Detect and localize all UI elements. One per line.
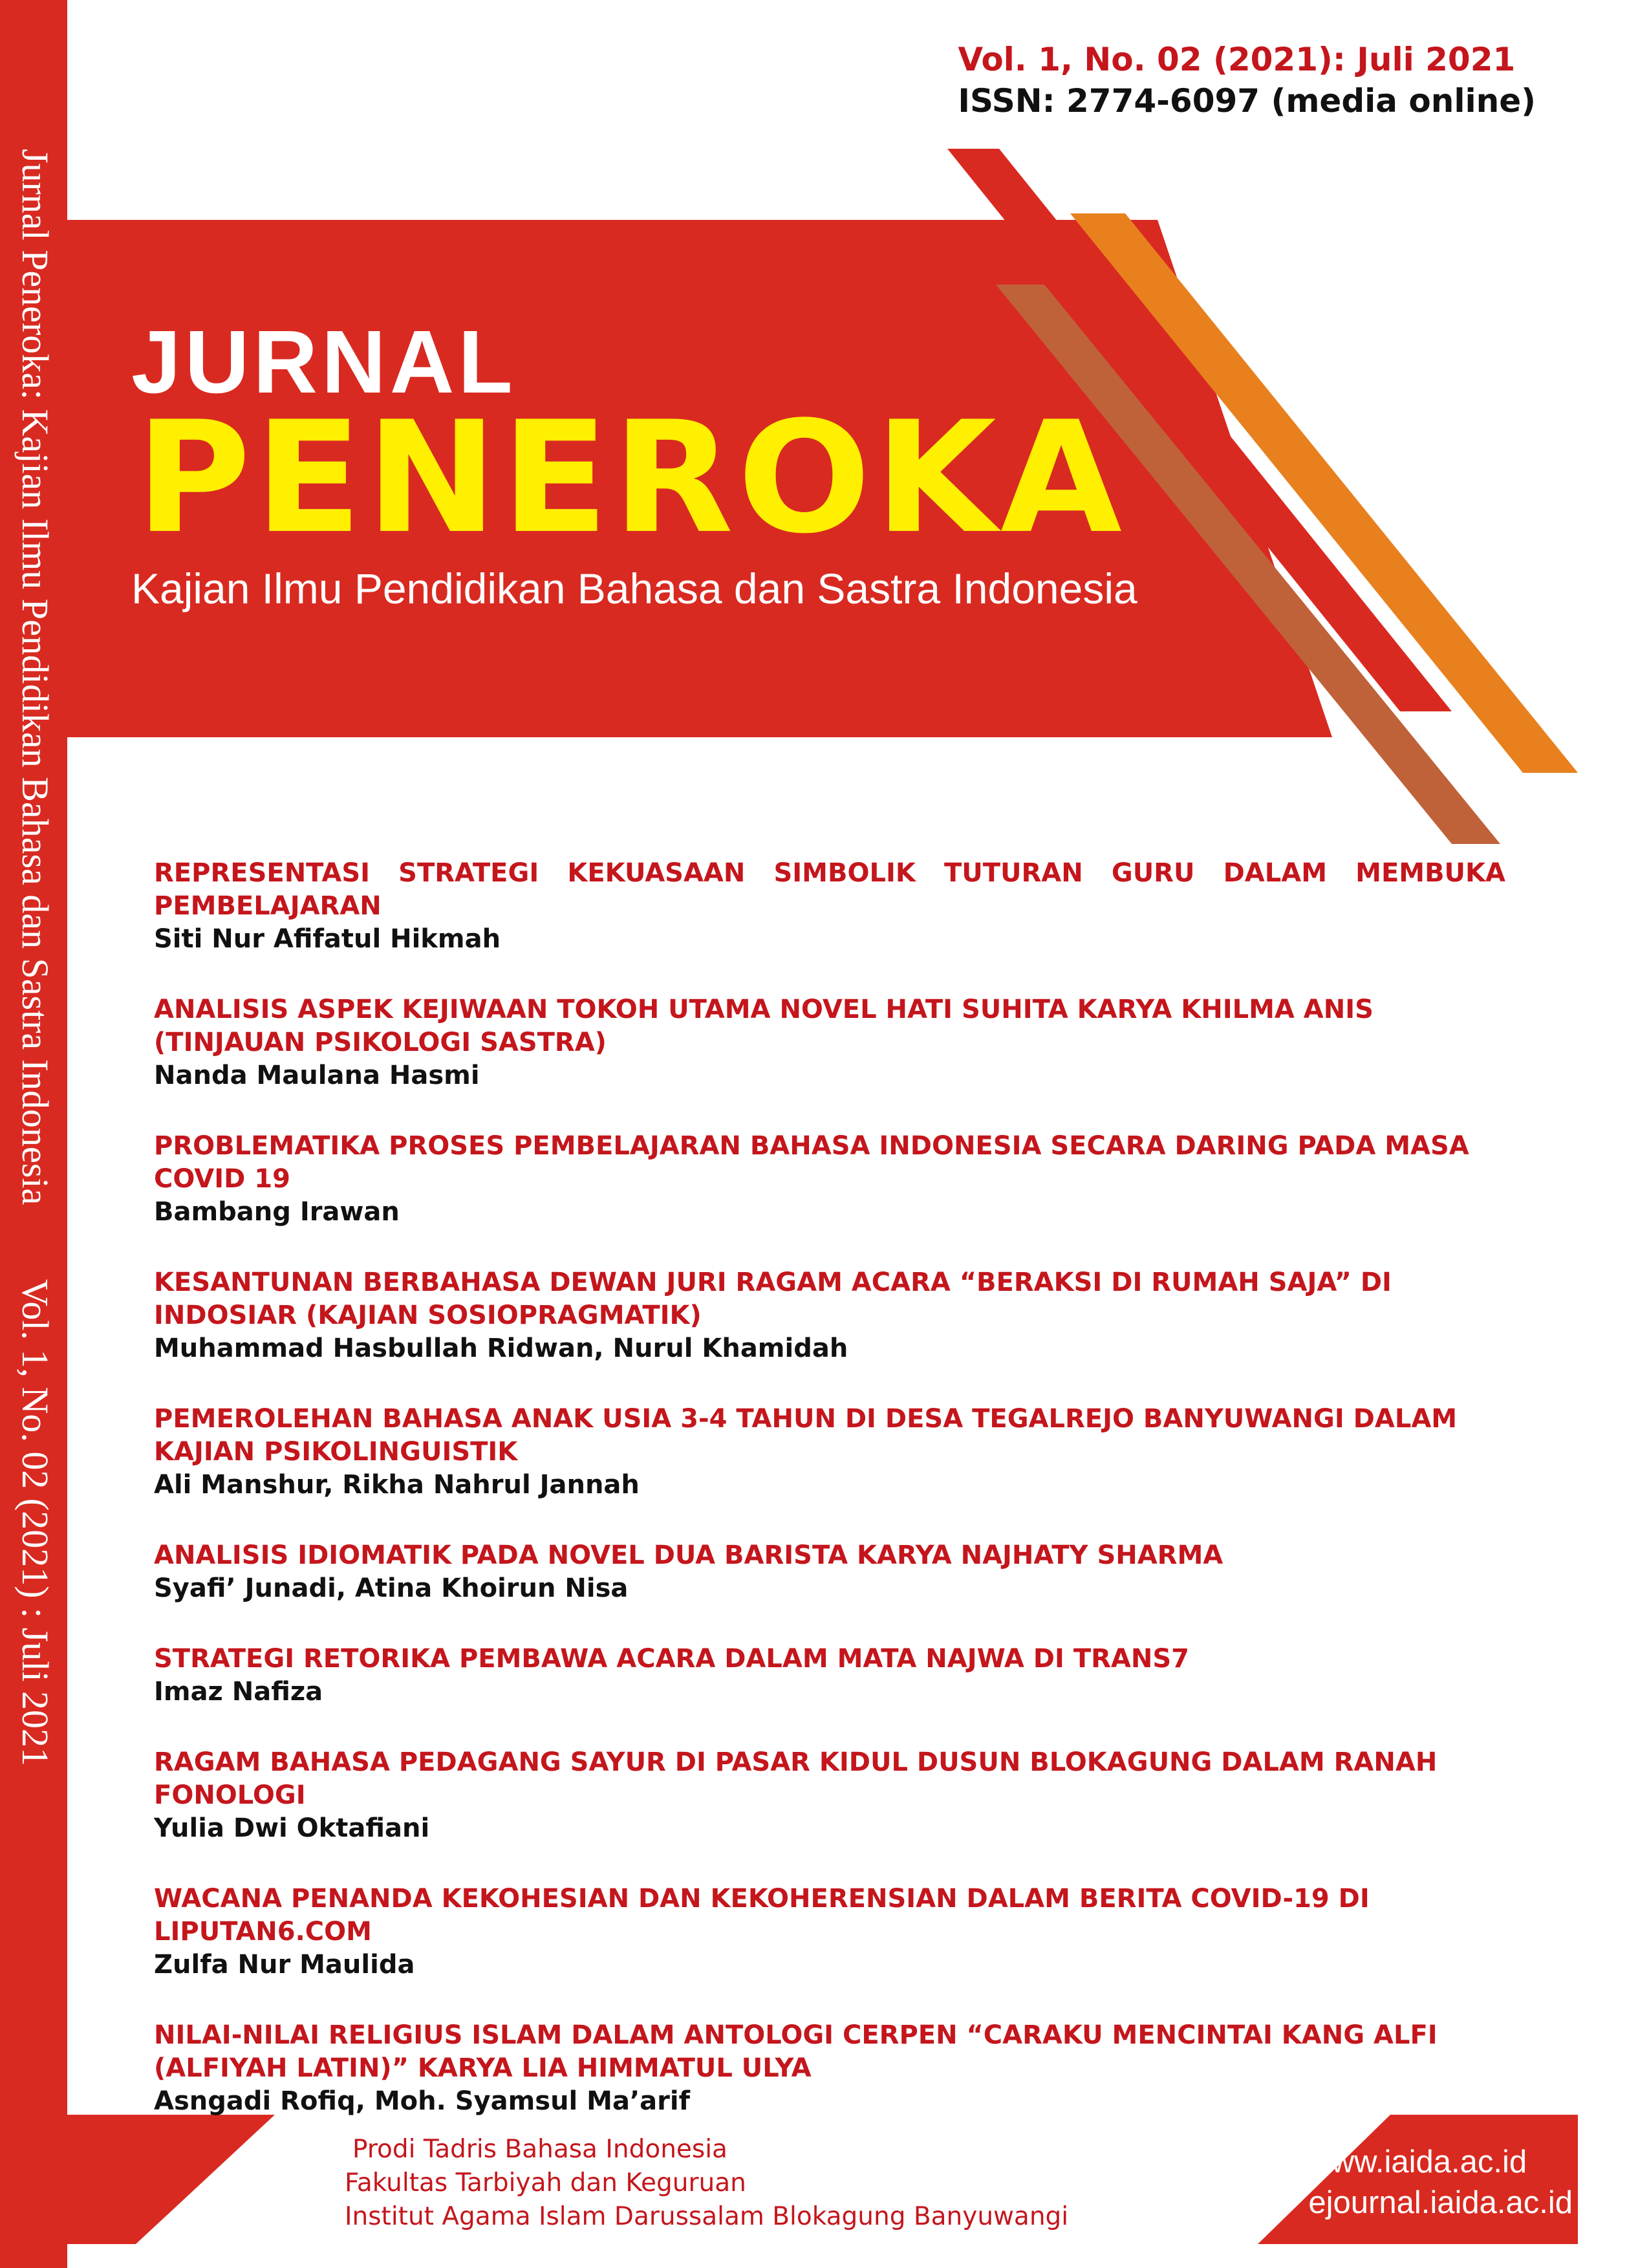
masthead-jurnal: JURNAL — [131, 312, 517, 412]
article-item[interactable] — [154, 1539, 1505, 1605]
masthead-subtitle: Kajian Ilmu Pendidikan Bahasa dan Sastra Indonesia — [131, 565, 1137, 612]
spine-title: Jurnal Peneroka: Kajian Ilmu Pendidikan Bahasa dan Sastra Indonesia — [14, 149, 56, 1205]
article-author: Ali Manshur, Rikha Nahrul Jannah — [154, 1470, 640, 1500]
article-item[interactable] — [154, 1403, 1505, 1502]
article-item[interactable] — [154, 993, 1505, 1092]
article-item[interactable] — [154, 1746, 1505, 1845]
article-author: Bambang Irawan — [154, 1197, 400, 1227]
institution-line: Institut Agama Islam Darussalam Blokagung Banyuwangi — [345, 2202, 1069, 2231]
article-title[interactable]: ANALISIS ASPEK KEJIWAAN TOKOH UTAMA NOVEL HATI SUHITA KARYA KHILMA ANIS (TINJAUAN PSIKOLOGI SASTRA) — [154, 995, 1374, 1057]
article-title[interactable]: WACANA PENANDA KEKOHESIAN DAN KEKOHERENSIAN DALAM BERITA COVID-19 DI LIPUTAN6.COM — [154, 1884, 1370, 1947]
article-author: Imaz Nafiza — [154, 1677, 323, 1707]
article-title[interactable]: ANALISIS IDIOMATIK PADA NOVEL DUA BARISTA KARYA NAJHATY SHARMA — [154, 1540, 1223, 1570]
article-item[interactable] — [154, 1130, 1505, 1229]
article-title[interactable]: REPRESENTASI STRATEGI KEKUASAAN SIMBOLIK TUTURAN GURU DALAM MEMBUKA PEMBELAJARAN — [154, 858, 1505, 921]
article-item[interactable] — [154, 1643, 1505, 1709]
institution-line: Prodi Tadris Bahasa Indonesia — [352, 2135, 727, 2164]
article-author: Nanda Maulana Hasmi — [154, 1061, 480, 1090]
spine-volume: Vol. 1, No. 02 (2021) : Juli 2021 — [14, 1279, 56, 1767]
masthead-title: PENEROKA — [136, 389, 1126, 568]
article-title[interactable]: RAGAM BAHASA PEDAGANG SAYUR DI PASAR KIDUL DUSUN BLOKAGUNG DALAM RANAH FONOLOGI — [154, 1747, 1438, 1810]
article-author: Zulfa Nur Maulida — [154, 1950, 415, 1980]
issn-label: ISSN: 2774-6097 (media online) — [958, 82, 1536, 120]
table-of-contents — [154, 857, 1505, 2155]
institution-block — [345, 2133, 1068, 2234]
article-author: Syafi’ Junadi, Atina Khoirun Nisa — [154, 1573, 629, 1603]
article-title[interactable]: PROBLEMATIKA PROSES PEMBELAJARAN BAHASA INDONESIA SECARA DARING PADA MASA COVID 19 — [154, 1131, 1469, 1194]
article-title[interactable]: NILAI-NILAI RELIGIUS ISLAM DALAM ANTOLOGI CERPEN “CARAKU MENCINTAI KANG ALFI (ALFIYAH LATIN)” KARYA LIA HIMMATUL ULYA — [154, 2020, 1438, 2083]
article-author: Siti Nur Afifatul Hikmah — [154, 924, 501, 954]
article-title[interactable]: STRATEGI RETORIKA PEMBAWA ACARA DALAM MATA NAJWA DI TRANS7 — [154, 1644, 1189, 1674]
article-item[interactable] — [154, 2019, 1505, 2118]
article-author: Yulia Dwi Oktafiani — [154, 1813, 430, 1843]
article-title[interactable]: PEMEROLEHAN BAHASA ANAK USIA 3-4 TAHUN DI DESA TEGALREJO BANYUWANGI DALAM KAJIAN PSIKOLINGUISTIK — [154, 1404, 1458, 1467]
issue-info — [958, 39, 1536, 122]
article-item[interactable] — [154, 1883, 1505, 1982]
website-block — [1308, 2142, 1573, 2223]
website-link[interactable]: ejournal.iaida.ac.id — [1308, 2185, 1573, 2220]
institution-line: Fakultas Tarbiyah dan Keguruan — [345, 2168, 746, 2198]
article-author: Muhammad Hasbullah Ridwan, Nurul Khamidah — [154, 1334, 848, 1363]
website-link[interactable]: www.iaida.ac.id — [1308, 2144, 1527, 2179]
article-title[interactable]: KESANTUNAN BERBAHASA DEWAN JURI RAGAM ACARA “BERAKSI DI RUMAH SAJA” DI INDOSIAR (KAJIAN SOSIOPRAGMATIK) — [154, 1268, 1392, 1330]
article-author: Asngadi Rofiq, Moh. Syamsul Ma’arif — [154, 2086, 691, 2116]
article-item[interactable] — [154, 1266, 1505, 1365]
article-item[interactable] — [154, 857, 1505, 956]
volume-label: Vol. 1, No. 02 (2021): Juli 2021 — [958, 41, 1516, 78]
